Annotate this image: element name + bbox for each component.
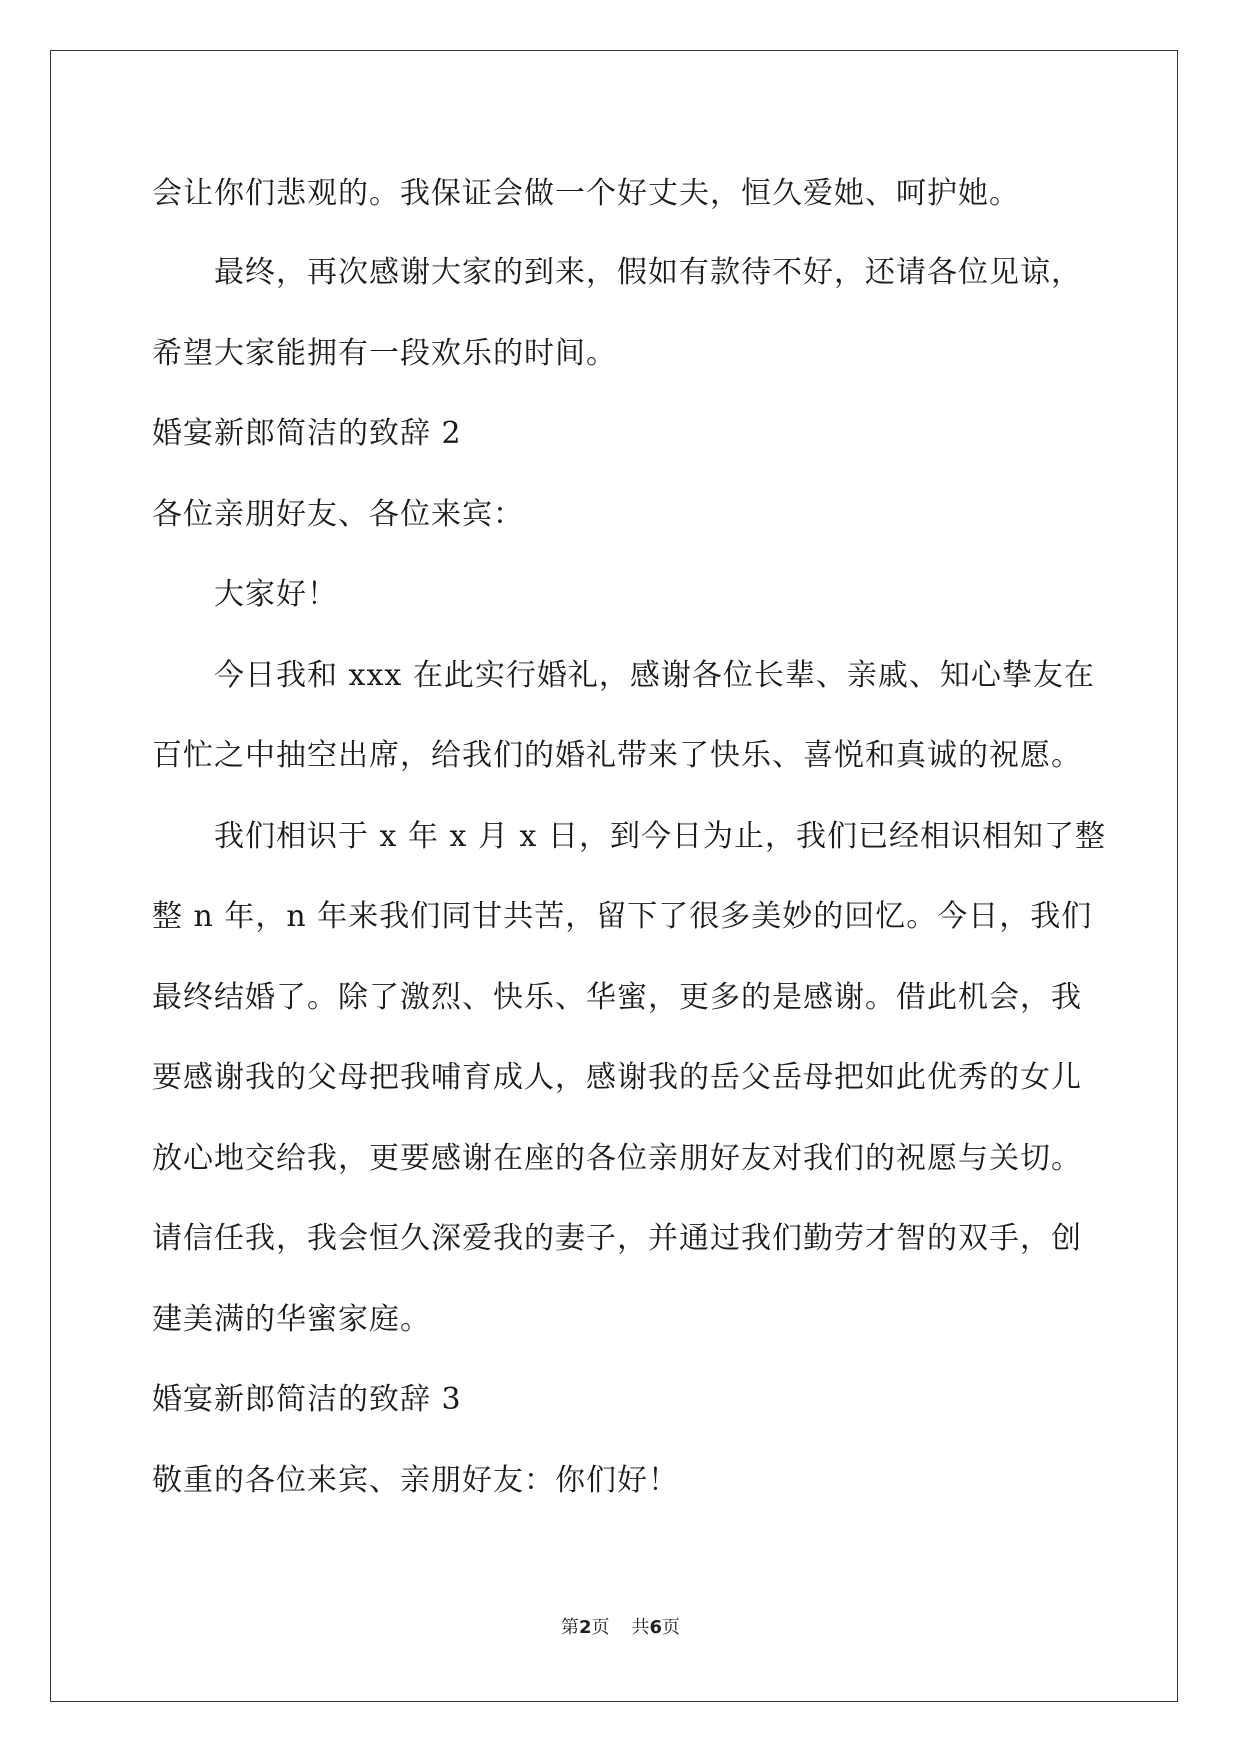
paragraph-line: 会让你们悲观的。我保证会做一个好丈夫，恒久爱她、呵护她。 (152, 176, 1020, 211)
paragraph-line: 我们相识于 x 年 x 月 x 日，到今日为止，我们已经相识相知了整 (214, 819, 1106, 854)
paragraph-line: 整 n 年，n 年来我们同甘共苦，留下了很多美妙的回忆。今日，我们 (152, 899, 1093, 934)
paragraph-line: 今日我和 xxx 在此实行婚礼，感谢各位长辈、亲戚、知心挚友在 (214, 658, 1095, 693)
page-suffix: 页 (591, 1617, 610, 1638)
section-heading: 婚宴新郎简洁的致辞 3 (152, 1382, 462, 1417)
paragraph-line: 最终，再次感谢大家的到来，假如有款待不好，还请各位见谅， (214, 255, 1082, 290)
salutation: 各位亲朋好友、各位来宾： (152, 497, 524, 532)
page-border (50, 50, 1178, 1702)
paragraph-line: 百忙之中抽空出席，给我们的婚礼带来了快乐、喜悦和真诚的祝愿。 (152, 738, 1082, 773)
salutation: 敬重的各位来宾、亲朋好友：你们好！ (152, 1463, 679, 1498)
total-prefix: 共 (631, 1617, 650, 1638)
current-page-number: 2 (578, 1617, 592, 1638)
greeting: 大家好！ (214, 577, 338, 612)
paragraph-line: 要感谢我的父母把我哺育成人，感谢我的岳父岳母把如此优秀的女儿 (152, 1060, 1082, 1095)
paragraph-line: 放心地交给我，更要感谢在座的各位亲朋好友对我们的祝愿与关切。 (152, 1141, 1082, 1176)
section-heading: 婚宴新郎简洁的致辞 2 (152, 416, 462, 451)
paragraph-line: 最终结婚了。除了激烈、快乐、华蜜，更多的是感谢。借此机会，我 (152, 980, 1082, 1015)
total-pages-number: 6 (649, 1617, 663, 1638)
page-prefix: 第 (560, 1617, 579, 1638)
paragraph-line: 请信任我，我会恒久深爱我的妻子，并通过我们勤劳才智的双手，创 (152, 1221, 1082, 1256)
total-suffix: 页 (662, 1617, 681, 1638)
paragraph-line: 建美满的华蜜家庭。 (152, 1302, 431, 1337)
paragraph-line: 希望大家能拥有一段欢乐的时间。 (152, 336, 617, 371)
page-footer (0, 1616, 1241, 1640)
